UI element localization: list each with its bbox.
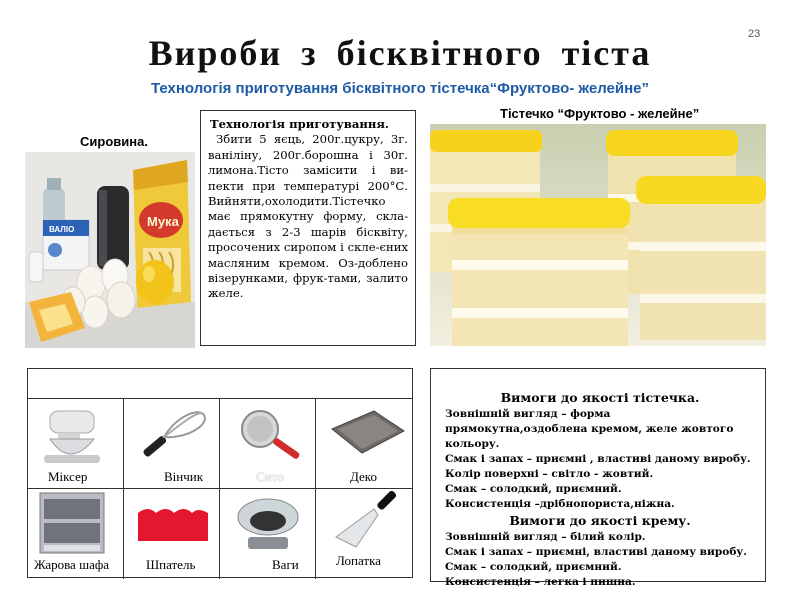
- slide-number: 23: [748, 28, 761, 40]
- tool-cell-scales: [220, 489, 316, 579]
- cake-quality-line: Консистенція –дрібнопориста,ніжна.: [445, 497, 675, 510]
- cake-quality-line: Колір поверхні – світло - жовтий.: [445, 467, 654, 480]
- tool-cell-sieve: [220, 399, 316, 489]
- oven-icon: [28, 489, 124, 557]
- tool-cell-oven: [28, 489, 124, 579]
- quality-requirements-box: [430, 368, 766, 588]
- page-subtitle: Технологія приготування бісквітного тістечка“Фруктово- желейне”: [150, 80, 650, 97]
- milk-brand-text: ВАЛІО: [49, 225, 75, 234]
- tool-label: Лопатка: [336, 553, 381, 568]
- tool-cell-cake-server: [316, 489, 412, 579]
- page-title: Вироби з бісквітного тіста: [148, 33, 652, 73]
- cream-quality-heading: Вимоги до якості крему.: [509, 512, 691, 528]
- cake-quality-line: Смак – солодкий, приємний.: [445, 482, 622, 495]
- tools-grid: [27, 368, 413, 578]
- tool-cell-baking-tray: [316, 399, 412, 489]
- cake-piece-front: [448, 198, 630, 346]
- cake-quality-heading: Вимоги до якості тістечка.: [500, 390, 700, 405]
- cream-quality-line: Зовнішній вигляд – білий колір.: [445, 530, 646, 543]
- cake-piece-right: [636, 176, 766, 340]
- whisk-icon: [124, 399, 220, 467]
- technology-text: Збити 5 яєць, 200г.цукру, 3г. ваніліну, 200г.борошна і 30г. лимона.Тісто замісити і ви-пекти при температурі 200°С. Вийняти,охолодити.Тістечко має прямокутну форму, скла-дається з 2-3 шарів бісквіту, просочених сиропом і склe-єних масляним кремом. Оз-доблено візерунками, фрук-тами, залито желе.: [208, 132, 408, 301]
- flour-bag-text: Мука: [147, 214, 179, 229]
- tool-label: Міксер: [48, 469, 88, 484]
- cream-quality-line: Консистенція – легка і пишна.: [445, 575, 636, 588]
- cake-photo: [430, 124, 766, 346]
- tool-label: Шпатель: [146, 557, 196, 572]
- tool-label: Деко: [350, 469, 377, 484]
- tool-cell-mixer: [28, 399, 124, 489]
- tools-header-row: [28, 369, 412, 399]
- scales-icon: [220, 489, 316, 557]
- technology-title: Технологія приготування.: [210, 117, 389, 131]
- cake-quality-line: Зовнішній вигляд – форма прямокутна,оздоблена кремом, желе жовтого кольору.: [445, 407, 734, 450]
- baking-tray-icon: [316, 399, 412, 467]
- tool-label: Жарова шафа: [34, 557, 110, 572]
- tool-label: Сито: [256, 469, 284, 484]
- tool-cell-whisk: [124, 399, 220, 489]
- spatula-icon: [124, 489, 220, 557]
- cake-photo-label: Тістечко “Фруктово - желейне”: [500, 106, 700, 121]
- raw-materials-label: Сировина.: [80, 134, 148, 149]
- tool-label: Вінчик: [164, 469, 204, 484]
- cake-server-icon: [316, 489, 412, 557]
- cake-quality-line: Смак і запах – приємні , властиві даному виробу.: [445, 452, 751, 465]
- sieve-icon: [220, 399, 316, 467]
- technology-box: [200, 110, 416, 346]
- tool-label: Ваги: [272, 557, 299, 572]
- tool-cell-spatula: [124, 489, 220, 579]
- cream-quality-line: Смак – солодкий, приємний.: [445, 560, 622, 573]
- mixer-icon: [28, 399, 124, 467]
- ingredients-photo: [25, 152, 195, 348]
- cream-quality-line: Смак і запах – приємні, властиві даному виробу.: [445, 545, 747, 558]
